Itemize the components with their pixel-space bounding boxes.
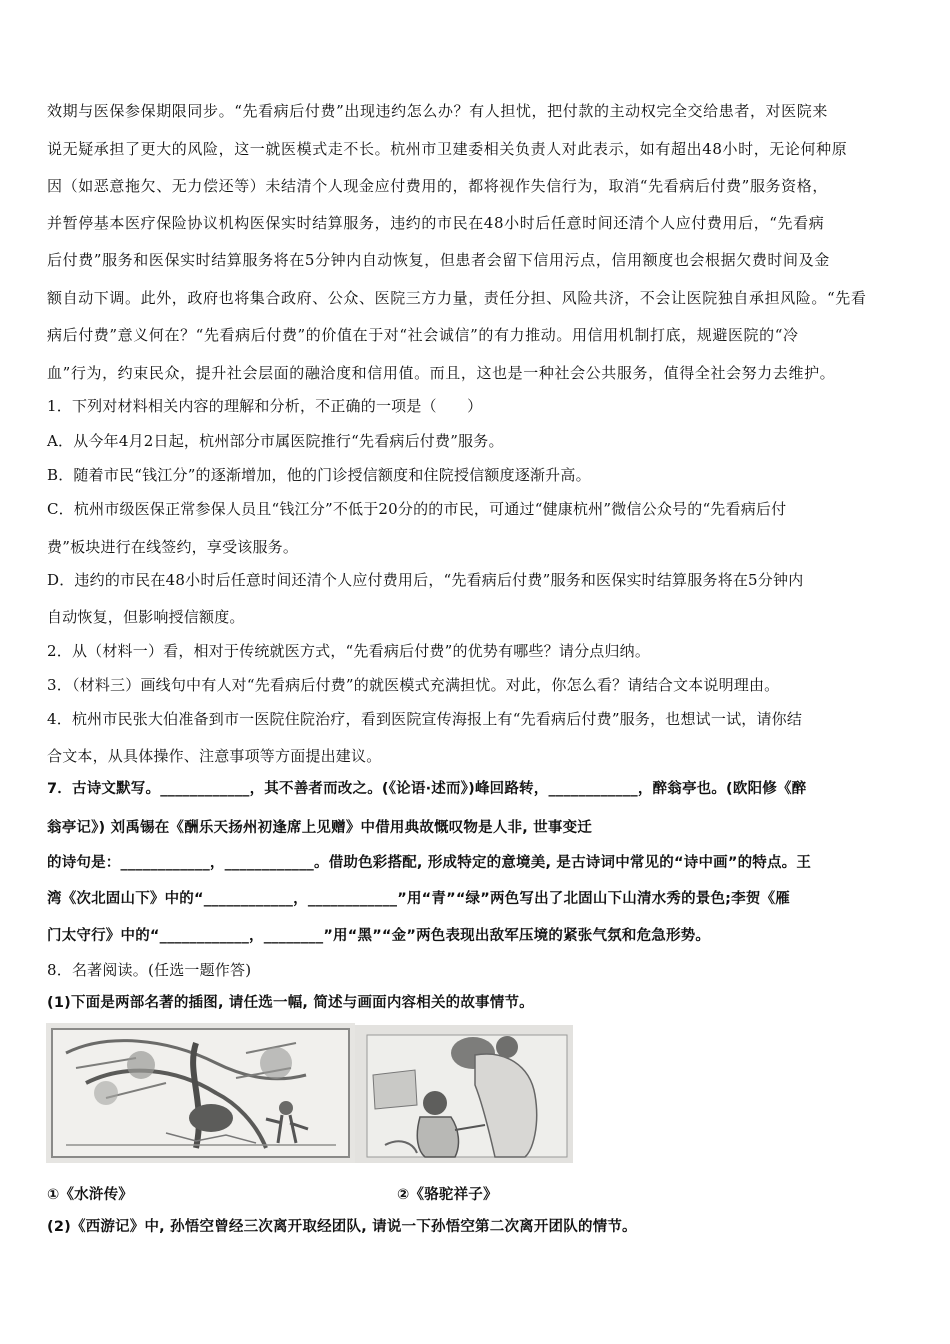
material-line: 额自动下调。此外，政府也将集合政府、公众、医院三方力量，责任分担、风险共济，不会让医院独自承担风险。“先看	[47, 289, 867, 307]
option-c-cont: 费”板块进行在线签约，享受该服务。	[47, 538, 299, 556]
question-8-part-1: (1)下面是两部名著的插图, 请任选一幅, 简述与画面内容相关的故事情节。	[47, 995, 534, 1011]
question-7-line: 的诗句是：____________，____________。借助色彩搭配, 形成特定的意境美, 是古诗词中常见的“诗中画”的特点。王	[47, 855, 812, 871]
material-line: 血”行为，约束民众，提升社会层面的融洽度和信用值。而且，这也是一种社会公共服务，值得全社会努力去维护。	[47, 364, 836, 382]
question-7-line: 翁亭记》) 刘禹锡在《酬乐天扬州初逢席上见赠》中借用典故慨叹物是人非, 世事变迁	[47, 820, 592, 836]
question-7-line: 门太守行》中的“____________，________”用“黑”“金”两色表现出敌军压境的紧张气氛和危急形势。	[47, 928, 711, 944]
material-line: 因（如恶意拖欠、无力偿还等）未结清个人现金应付费用的，都将视作失信行为，取消“先看病后付费”服务资格，	[47, 177, 828, 195]
question-2: 2．从（材料一）看，相对于传统就医方式，“先看病后付费”的优势有哪些？请分点归纳。	[47, 642, 651, 660]
option-d: D．违约的市民在48小时后任意时间还清个人应付费用后，“先看病后付费”服务和医保实时结算服务将在5分钟内	[47, 571, 804, 589]
question-8: 8．名著阅读。(任选一题作答)	[47, 961, 252, 979]
option-c: C．杭州市级医保正常参保人员且“钱江分”不低于20分的的市民，可通过“健康杭州”微信公众号的“先看病后付	[47, 500, 787, 518]
option-b: B．随着市民“钱江分”的逐渐增加，他的门诊授信额度和住院授信额度逐渐升高。	[47, 466, 591, 484]
question-8-part-2: (2)《西游记》中, 孙悟空曾经三次离开取经团队, 请说一下孙悟空第二次离开团队的情节。	[47, 1219, 637, 1235]
material-line: 后付费”服务和医保实时结算服务将在5分钟内自动恢复，但患者会留下信用污点，信用额度也会根据欠费时间及金	[47, 251, 830, 269]
material-line: 病后付费”意义何在？“先看病后付费”的价值在于对“社会诚信”的有力推动。用信用机制打底，规避医院的“冷	[47, 326, 799, 344]
question-4-cont: 合文本，从具体操作、注意事项等方面提出建议。	[47, 747, 382, 765]
material-line: 说无疑承担了更大的风险，这一就医模式走不长。杭州市卫建委相关负责人对此表示，如有超出48小时，无论何种原	[47, 140, 848, 158]
rickshaw-boy-illustration	[355, 1025, 573, 1163]
question-3: 3．（材料三）画线句中有人对“先看病后付费”的就医模式充满担忧。对此，你怎么看？请结合文本说明理由。	[47, 676, 780, 694]
caption-rickshaw-boy: ②《骆驼祥子》	[397, 1187, 498, 1203]
option-a: A．从今年4月2日起，杭州部分市属医院推行“先看病后付费”服务。	[47, 432, 504, 450]
question-7: 7．古诗文默写。____________，其不善者而改之。(《论语·述而》)峰回路转，____________，醉翁亭也。(欧阳修《醉	[47, 781, 807, 797]
water-margin-illustration	[46, 1023, 355, 1163]
caption-water-margin: ①《水浒传》	[47, 1187, 133, 1203]
option-d-cont: 自动恢复，但影响授信额度。	[47, 608, 245, 626]
question-7-line: 湾《次北固山下》中的“____________，____________”用“青”“绿”两色写出了北固山下山清水秀的景色;李贺《雁	[47, 891, 790, 907]
material-line: 效期与医保参保期限同步。“先看病后付费”出现违约怎么办？有人担忧，把付款的主动权完全交给患者，对医院来	[47, 102, 828, 120]
question-1: 1．下列对材料相关内容的理解和分析，不正确的一项是（ ）	[47, 397, 483, 415]
material-line: 并暂停基本医疗保险协议机构医保实时结算服务，违约的市民在48小时后任意时间还清个人应付费用后，“先看病	[47, 214, 825, 232]
question-4: 4．杭州市民张大伯准备到市一医院住院治疗，看到医院宣传海报上有“先看病后付费”服务，也想试一试，请你结	[47, 710, 803, 728]
